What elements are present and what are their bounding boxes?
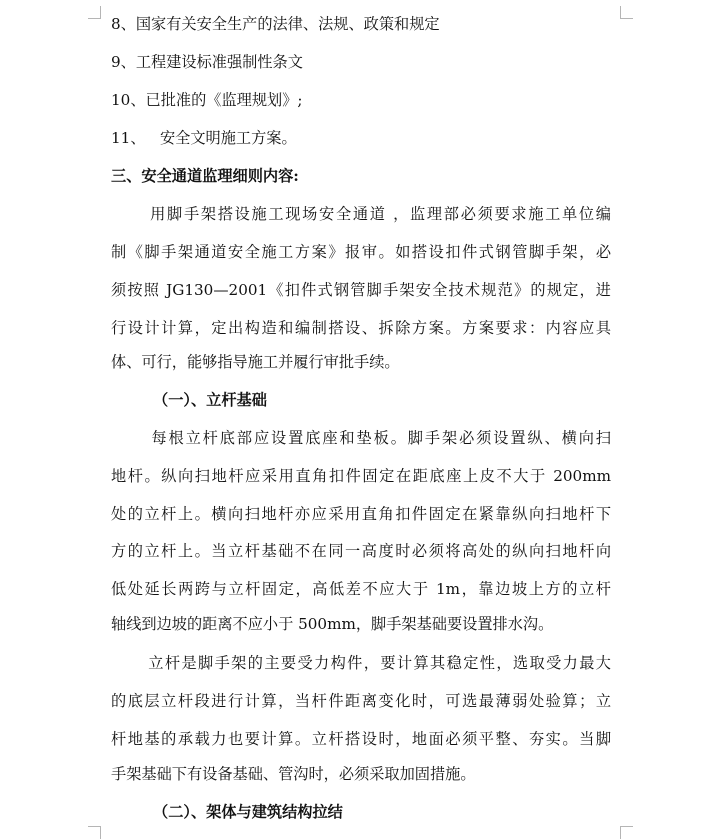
paragraph-line: 用脚手架搭设施工现场安全通道 ，监理部必须要求施工单位编 <box>111 205 611 223</box>
subsection-title: （一）、立杆基础 <box>153 391 267 409</box>
list-item: 9、工程建设标准强制性条文 <box>111 53 303 71</box>
paragraph-line: 低处延长两跨与立杆固定，高低差不应大于 1m，靠边坡上方的立杆 <box>111 580 611 598</box>
list-item: 11、 安全文明施工方案。 <box>111 129 297 147</box>
paragraph-line: 手架基础下有设备基础、管沟时，必须采取加固措施。 <box>111 765 476 783</box>
paragraph-line: 杆地基的承载力也要计算。立杆搭设时，地面必须平整、夯实。当脚 <box>111 730 611 748</box>
page-corner-mark <box>620 826 633 839</box>
subsection-title: （二）、架体与建筑结构拉结 <box>153 803 343 821</box>
paragraph-line: 体、可行，能够指导施工并履行审批手续。 <box>111 353 400 371</box>
paragraph-line: 处的立杆上。横向扫地杆亦应采用直角扣件固定在紧靠纵向扫地杆下 <box>111 505 611 523</box>
section-heading: 三、安全通道监理细则内容: <box>111 167 299 185</box>
page-corner-mark <box>88 826 101 839</box>
paragraph-line: 轴线到边坡的距离不应小于 500mm，脚手架基础要设置排水沟。 <box>111 615 554 633</box>
paragraph-line: 须按照 JG130—2001《扣件式钢管脚手架安全技术规范》的规定，进 <box>111 281 611 299</box>
list-item: 8、国家有关安全生产的法律、法规、政策和规定 <box>111 15 440 33</box>
page-corner-mark <box>620 6 633 19</box>
list-item: 10、已批准的《监理规划》; <box>111 91 303 109</box>
paragraph-line: 立杆是脚手架的主要受力构件，要计算其稳定性，选取受力最大 <box>111 654 611 672</box>
paragraph-line: 方的立杆上。当立杆基础不在同一高度时必须将高处的纵向扫地杆向 <box>111 542 611 560</box>
paragraph-line: 制《脚手架通道安全施工方案》报审。如搭设扣件式钢管脚手架，必 <box>111 243 611 261</box>
paragraph-line: 每根立杆底部应设置底座和垫板。脚手架必须设置纵、横向扫 <box>111 429 611 447</box>
page-corner-mark <box>88 6 101 19</box>
paragraph-line: 行设计计算，定出构造和编制搭设、拆除方案。方案要求：内容应具 <box>111 319 611 337</box>
paragraph-line: 的底层立杆段进行计算，当杆件距离变化时，可选最薄弱处验算；立 <box>111 692 611 710</box>
paragraph-line: 地杆。纵向扫地杆应采用直角扣件固定在距底座上皮不大于 200mm <box>111 467 611 485</box>
